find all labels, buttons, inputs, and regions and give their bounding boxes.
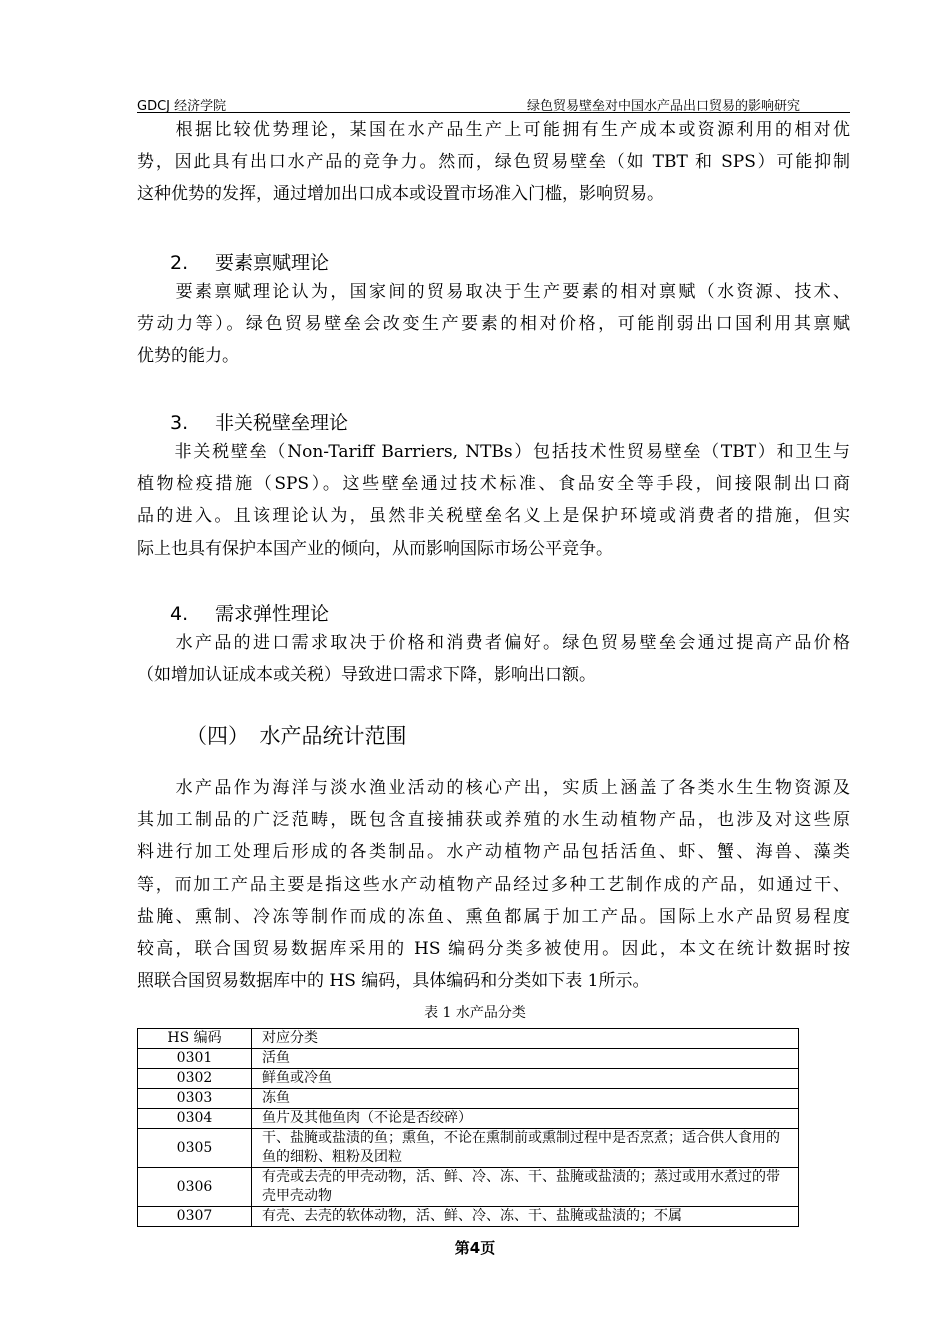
- text-line: 根据比较优势理论，某国在水产品生产上可能拥有生产成本或资源利用的相对优: [137, 120, 850, 140]
- category-cell: 活鱼: [252, 1049, 799, 1069]
- text-line: 际上也具有保护本国产业的倾向，从而影响国际市场公平竞争。: [137, 538, 613, 559]
- heading-number: 3.: [170, 412, 189, 434]
- header-left: GDCJ 经济学院: [137, 99, 227, 114]
- table-row: [138, 1049, 799, 1069]
- hs-code-cell: 0303: [138, 1089, 252, 1109]
- category-cell: 有壳、去壳的软体动物，活、鲜、冷、冻、干、盐腌或盐渍的；不属: [252, 1207, 799, 1227]
- heading-3: [170, 408, 348, 435]
- category-cell: 鲜鱼或冷鱼: [252, 1069, 799, 1089]
- hs-code-cell: 0307: [138, 1207, 252, 1227]
- text-line: 这种优势的发挥，通过增加出口成本或设置市场准入门槛，影响贸易。: [137, 184, 664, 205]
- text-line: 水产品作为海洋与淡水渔业活动的核心产出，实质上涵盖了各类水生生物资源及: [137, 778, 850, 798]
- section-heading: （四） 水产品统计范围: [186, 724, 407, 748]
- heading-title: 非关税壁垒理论: [215, 412, 349, 434]
- category-cell: 干、盐腌或盐渍的鱼；熏鱼，不论在熏制前或熏制过程中是否烹煮；适合供人食用的鱼的细粉、粗粉及团粒: [252, 1129, 799, 1168]
- category-cell: 有壳或去壳的甲壳动物，活、鲜、冷、冻、干、盐腌或盐渍的；蒸过或用水煮过的带壳甲壳动物: [252, 1168, 799, 1207]
- text-line: 料进行加工处理后形成的各类制品。水产动植物产品包括活鱼、虾、蟹、海兽、藻类: [137, 842, 850, 863]
- hs-code-cell: 0302: [138, 1069, 252, 1089]
- heading-number: 4.: [170, 603, 189, 625]
- text-line: 植物检疫措施（SPS）。这些壁垒通过技术标准、食品安全等手段，间接限制出口商: [137, 474, 850, 495]
- text-line: 较高，联合国贸易数据库采用的 HS 编码分类多被使用。因此，本文在统计数据时按: [137, 939, 850, 959]
- text-line: 其加工制品的广泛范畴，既包含直接捕获或养殖的水生动植物产品，也涉及对这些原: [137, 810, 850, 831]
- header-cell: 对应分类: [252, 1029, 799, 1049]
- header-cell: HS 编码: [138, 1029, 252, 1049]
- table-caption: 表 1 水产品分类: [424, 1005, 526, 1021]
- hs-code-cell: 0306: [138, 1168, 252, 1207]
- hs-code-cell: 0304: [138, 1109, 252, 1129]
- table-row: [138, 1168, 799, 1207]
- text-line: 优势的能力。: [137, 346, 239, 367]
- text-line: 劳动力等）。绿色贸易壁垒会改变生产要素的相对价格，可能削弱出口国利用其禀赋: [137, 314, 850, 335]
- text-line: 盐腌、熏制、冷冻等制作而成的冻鱼、熏鱼都属于加工产品。国际上水产品贸易程度: [137, 906, 850, 927]
- category-cell: 鱼片及其他鱼肉（不论是否绞碎）: [252, 1109, 799, 1129]
- table-row: [138, 1129, 799, 1168]
- table-row: [138, 1069, 799, 1089]
- table-header-row: [138, 1029, 799, 1049]
- hs-code-cell: 0301: [138, 1049, 252, 1069]
- header-rule: [137, 112, 850, 113]
- text-line: 势，因此具有出口水产品的竞争力。然而，绿色贸易壁垒（如 TBT 和 SPS）可能抑制: [137, 152, 850, 173]
- heading-title: 需求弹性理论: [215, 603, 330, 625]
- classification-table: [137, 1028, 799, 1227]
- hs-code-cell: 0305: [138, 1129, 252, 1168]
- heading-4: [170, 599, 329, 626]
- text-line: 照联合国贸易数据库中的 HS 编码，具体编码和分类如下表 1所示。: [137, 971, 650, 992]
- table-row: [138, 1109, 799, 1129]
- table-row: [138, 1089, 799, 1109]
- page-number: 第4页: [454, 1239, 496, 1257]
- header-right: 绿色贸易壁垒对中国水产品出口贸易的影响研究: [526, 99, 800, 114]
- heading-title: 要素禀赋理论: [215, 252, 330, 274]
- text-line: 要素禀赋理论认为，国家间的贸易取决于生产要素的相对禀赋（水资源、技术、: [137, 282, 850, 302]
- text-line: 非关税壁垒（Non-Tariff Barriers, NTBs）包括技术性贸易壁垒（TBT）和卫生与: [137, 442, 850, 462]
- text-line: 等，而加工产品主要是指这些水产动植物产品经过多种工艺制作成的产品，如通过干、: [137, 874, 850, 895]
- text-line: 品的进入。且该理论认为，虽然非关税壁垒名义上是保护环境或消费者的措施，但实: [137, 506, 850, 527]
- heading-2: [170, 248, 329, 275]
- heading-number: 2.: [170, 252, 189, 274]
- category-cell: 冻鱼: [252, 1089, 799, 1109]
- table-row: [138, 1207, 799, 1227]
- text-line: 水产品的进口需求取决于价格和消费者偏好。绿色贸易壁垒会通过提高产品价格: [137, 633, 850, 653]
- text-line: （如增加认证成本或关税）导致进口需求下降，影响出口额。: [137, 665, 596, 686]
